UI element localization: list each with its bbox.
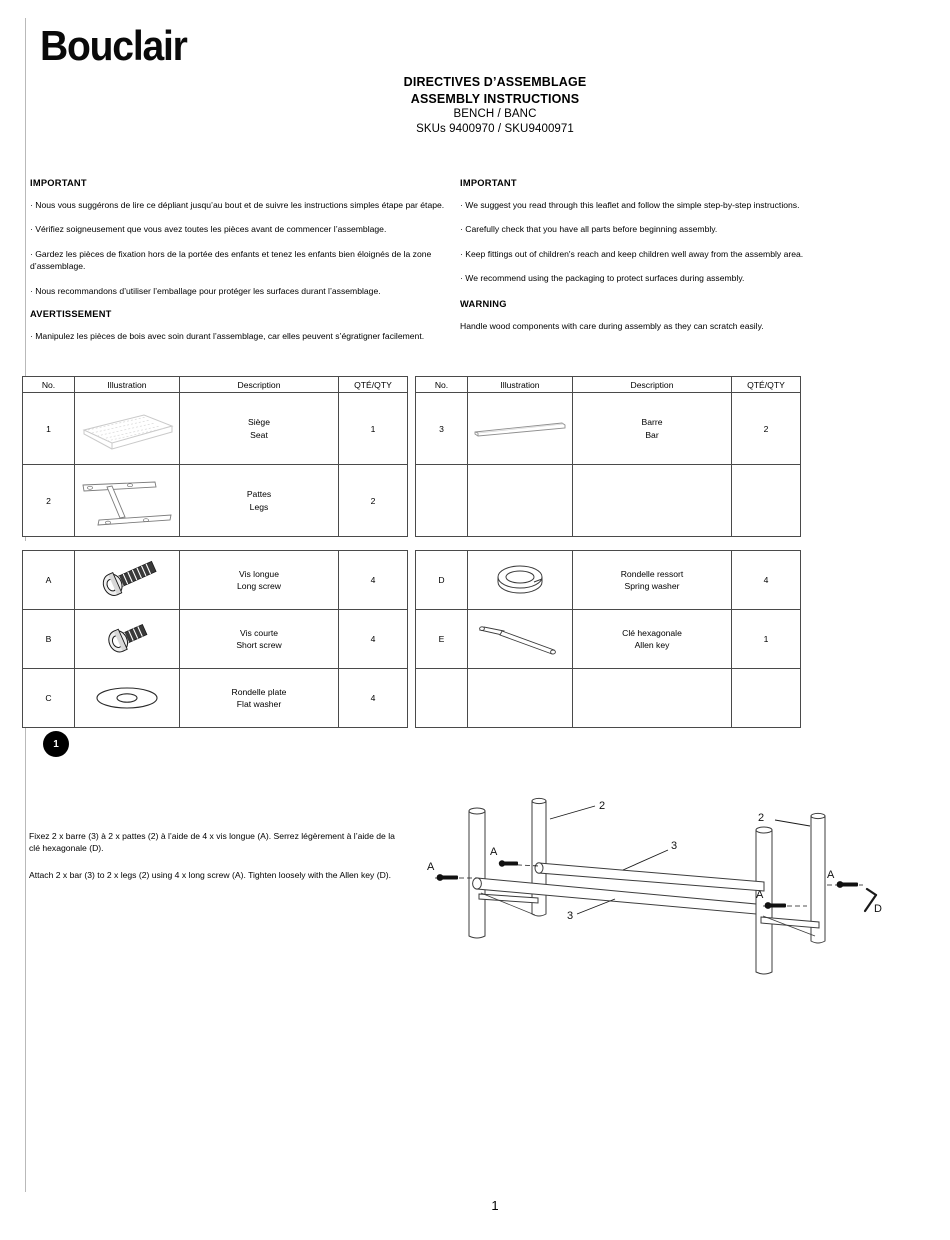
title-english: ASSEMBLY INSTRUCTIONS bbox=[410, 91, 580, 106]
hardware-no: A bbox=[23, 551, 75, 610]
header-desc-right: Description bbox=[573, 377, 732, 393]
hardware-desc-fr: Clé hexagonale bbox=[622, 627, 682, 638]
diagram-label-allen-key: D bbox=[874, 903, 882, 915]
hardware-no bbox=[416, 669, 468, 728]
hardware-illustration-cell bbox=[75, 669, 180, 728]
table-separator-gap bbox=[22, 541, 928, 550]
hardware-illustration-cell bbox=[468, 669, 573, 728]
hardware-qty: 4 bbox=[339, 610, 408, 669]
part-desc-fr: Pattes bbox=[246, 489, 272, 500]
part-qty: 1 bbox=[339, 393, 408, 465]
step-instructions bbox=[29, 830, 399, 895]
hardware-desc-fr: Vis courte bbox=[239, 627, 279, 638]
part-no: 3 bbox=[416, 393, 468, 465]
notice-item-en-2: · Carefully check that you have all parts before beginning assembly. bbox=[460, 224, 718, 235]
notice-item-en-4: · We recommend using the packaging to protect surfaces during assembly. bbox=[460, 273, 745, 284]
hardware-desc-fr: Rondelle plate bbox=[231, 686, 287, 697]
header-qty-right: QTÉ/QTY bbox=[732, 377, 801, 393]
bar-rod-icon bbox=[468, 393, 572, 464]
table-column-gap bbox=[408, 465, 416, 537]
legs-frame-icon bbox=[75, 465, 179, 536]
short-screw-icon bbox=[75, 610, 179, 668]
flat-washer-icon bbox=[75, 669, 179, 727]
table-column-gap bbox=[408, 551, 416, 610]
hardware-desc-en: Flat washer bbox=[236, 699, 282, 709]
part-no: 1 bbox=[23, 393, 75, 465]
part-desc-fr: Siège bbox=[248, 417, 270, 428]
notice-item-fr-2: · Vérifiez soigneusement que vous avez toutes les pièces avant de commencer l’assemblage. bbox=[30, 224, 387, 235]
hardware-description-cell bbox=[180, 610, 339, 669]
diagram-label-screw-left: A bbox=[490, 846, 498, 858]
hardware-no: D bbox=[416, 551, 468, 610]
allen-key-icon bbox=[468, 610, 572, 668]
sku-line: SKUs 9400970 / SKU9400971 bbox=[416, 123, 574, 136]
parts-table bbox=[22, 376, 801, 537]
table-row bbox=[23, 551, 801, 610]
part-description-cell bbox=[573, 393, 732, 465]
important-heading-en: IMPORTANT bbox=[460, 178, 517, 188]
part-illustration-cell bbox=[468, 465, 573, 537]
diagram-label-screw-far-left: A bbox=[427, 861, 435, 873]
diagram-label-bar-top: 3 bbox=[671, 840, 678, 852]
part-qty bbox=[732, 465, 801, 537]
header-no-right: No. bbox=[416, 377, 468, 393]
table-column-gap bbox=[408, 610, 416, 669]
hardware-desc-en: Short screw bbox=[236, 640, 282, 650]
hardware-description-cell bbox=[180, 669, 339, 728]
part-qty: 2 bbox=[339, 465, 408, 537]
hardware-desc-fr: Vis longue bbox=[239, 568, 279, 579]
part-desc-en: Bar bbox=[645, 429, 659, 440]
part-description-cell bbox=[180, 393, 339, 465]
warning-heading-fr: AVERTISSEMENT bbox=[30, 309, 112, 320]
step-number-badge: 1 bbox=[43, 731, 69, 757]
parts-table-header-row bbox=[23, 377, 801, 393]
header-desc-left: Description bbox=[180, 377, 339, 393]
header-no-left: No. bbox=[23, 377, 75, 393]
hardware-desc-en: Spring washer bbox=[624, 581, 680, 591]
seat-panel-icon bbox=[75, 393, 179, 464]
notices-english-column bbox=[460, 178, 890, 332]
hardware-illustration-cell bbox=[468, 551, 573, 610]
hardware-desc-en: Long screw bbox=[237, 581, 281, 591]
notices-french-column bbox=[30, 178, 455, 343]
table-row bbox=[23, 610, 801, 669]
table-column-gap bbox=[408, 377, 416, 393]
notice-item-fr-4: · Nous recommandons d’utiliser l’emballage pour protéger les surfaces durant l’assemblage. bbox=[30, 285, 381, 296]
hardware-no: B bbox=[23, 610, 75, 669]
hardware-description-cell bbox=[573, 669, 732, 728]
hardware-illustration-cell bbox=[468, 610, 573, 669]
hardware-description-cell bbox=[180, 551, 339, 610]
part-no bbox=[416, 465, 468, 537]
hardware-qty: 4 bbox=[339, 551, 408, 610]
part-description-cell bbox=[573, 465, 732, 537]
table-row bbox=[23, 669, 801, 728]
part-illustration-cell bbox=[468, 393, 573, 465]
hardware-table bbox=[22, 550, 801, 728]
part-description-cell bbox=[180, 465, 339, 537]
header-ill-right: Illustration bbox=[468, 377, 573, 393]
part-desc-fr: Barre bbox=[641, 417, 663, 428]
diagram-label-leg-right: 2 bbox=[758, 812, 765, 824]
important-heading-fr: IMPORTANT bbox=[30, 178, 87, 188]
step-text-fr: Fixez 2 x barre (3) à 2 x pattes (2) à l’aide de 4 x vis longue (A). Serrez légèrement à l’aide de la clé hexagonale (D). bbox=[29, 831, 395, 854]
hardware-description-cell bbox=[573, 610, 732, 669]
warning-heading-en: WARNING bbox=[460, 298, 507, 309]
long-screw-icon bbox=[75, 551, 179, 609]
notice-item-fr-3: · Gardez les pièces de fixation hors de la portée des enfants et tenez les enfants bien éloignés de la zone d’assemblage. bbox=[30, 248, 432, 272]
table-column-gap bbox=[408, 393, 416, 465]
hardware-desc-fr: Rondelle ressort bbox=[620, 568, 684, 579]
header-ill-left: Illustration bbox=[75, 377, 180, 393]
warning-text-fr: · Manipulez les pièces de bois avec soin durant l’assemblage, car elles peuvent s’égratigner facilement. bbox=[30, 331, 425, 342]
diagram-label-leg-left: 2 bbox=[599, 800, 606, 812]
hardware-illustration-cell bbox=[75, 551, 180, 610]
notice-item-fr-1: · Nous vous suggérons de lire ce dépliant jusqu’au bout et de suivre les instructions simples étape par étape. bbox=[30, 200, 445, 210]
table-row bbox=[23, 465, 801, 537]
notice-item-en-1: · We suggest you read through this leaflet and follow the simple step-by-step instructions. bbox=[460, 200, 800, 210]
product-name: BENCH / BANC bbox=[453, 108, 537, 120]
page-number: 1 bbox=[491, 1198, 499, 1213]
part-qty: 2 bbox=[732, 393, 801, 465]
diagram-label-screw-far-right: A bbox=[827, 869, 835, 881]
hardware-qty: 1 bbox=[732, 610, 801, 669]
diagram-label-screw-right: A bbox=[756, 889, 764, 901]
assembly-diagram bbox=[415, 786, 927, 986]
part-illustration-cell bbox=[75, 393, 180, 465]
hardware-qty: 4 bbox=[339, 669, 408, 728]
part-desc-en: Legs bbox=[249, 501, 269, 512]
hardware-illustration-cell bbox=[75, 610, 180, 669]
notice-item-en-3: · Keep fittings out of children's reach and keep children well away from the assembly area. bbox=[460, 248, 804, 259]
title-french: DIRECTIVES D’ASSEMBLAGE bbox=[403, 75, 587, 89]
warning-text-en: Handle wood components with care during assembly as they can scratch easily. bbox=[460, 320, 764, 331]
header-qty-left: QTÉ/QTY bbox=[339, 377, 408, 393]
step-text-en: Attach 2 x bar (3) to 2 x legs (2) using 4 x long screw (A). Tighten loosely with the Allen key (D). bbox=[29, 869, 392, 880]
hardware-no: C bbox=[23, 669, 75, 728]
table-row bbox=[23, 393, 801, 465]
hardware-qty: 4 bbox=[732, 551, 801, 610]
table-column-gap bbox=[408, 669, 416, 728]
part-illustration-cell bbox=[75, 465, 180, 537]
hardware-qty bbox=[732, 669, 801, 728]
brand-logo: Bouclair bbox=[40, 22, 187, 69]
part-no: 2 bbox=[23, 465, 75, 537]
hardware-description-cell bbox=[573, 551, 732, 610]
spring-washer-icon bbox=[468, 551, 572, 609]
part-desc-en: Seat bbox=[250, 429, 268, 440]
hardware-no: E bbox=[416, 610, 468, 669]
hardware-desc-en: Allen key bbox=[634, 640, 670, 650]
document-title-block bbox=[265, 74, 725, 137]
diagram-label-bar-bottom: 3 bbox=[567, 910, 574, 922]
